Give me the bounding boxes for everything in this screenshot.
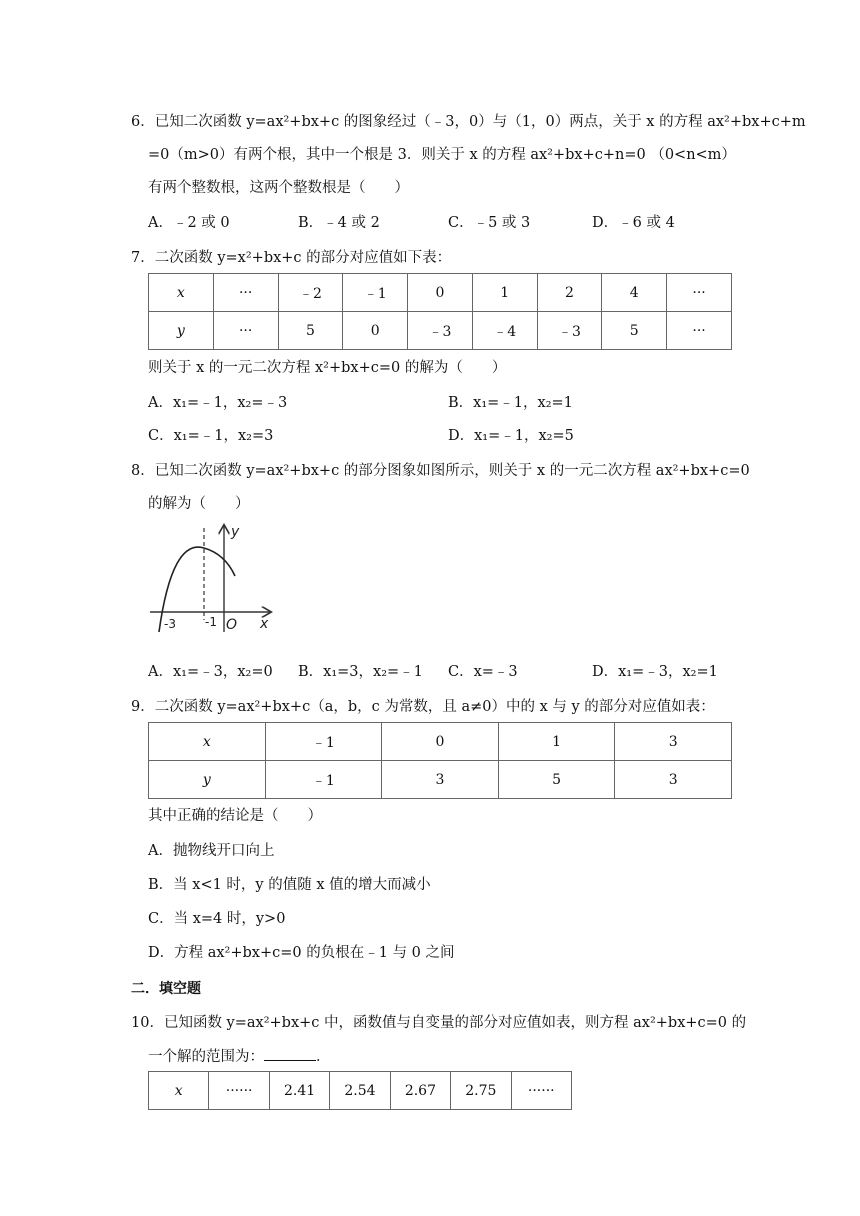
q6-option-b[interactable]: B．﹣4 或 2 xyxy=(298,215,380,231)
q6-line-1: 6．已知二次函数 y=ax²+bx+c 的图象经过（﹣3，0）与（1，0）两点，关于 x 的方程 ax²+bx+c+m xyxy=(131,114,806,130)
table-cell: 4 xyxy=(602,274,667,312)
q8-option-b[interactable]: B．x₁=3，x₂=﹣1 xyxy=(298,664,423,680)
q9-line-2: 其中正确的结论是（ ） xyxy=(148,808,322,824)
table-cell: x xyxy=(149,1072,209,1110)
graph-origin-label: O xyxy=(226,617,238,633)
table-cell: ﹣4 xyxy=(472,312,537,350)
graph-x-label: x xyxy=(260,616,269,632)
q9-table-y-row xyxy=(149,761,732,799)
table-cell: ······ xyxy=(511,1072,571,1110)
table-cell: y xyxy=(149,312,214,350)
table-cell: 2.41 xyxy=(269,1072,329,1110)
table-cell: ﹣1 xyxy=(265,723,382,761)
table-cell: ﹣1 xyxy=(265,761,382,799)
q8-parabola-graph xyxy=(146,520,276,640)
table-cell: 2 xyxy=(537,274,602,312)
table-cell: ﹣1 xyxy=(343,274,408,312)
table-cell: ﹣3 xyxy=(408,312,473,350)
table-cell: x xyxy=(149,274,214,312)
q10-line-2-text: 一个解的范围为： xyxy=(148,1049,264,1065)
q7-table xyxy=(148,273,732,350)
q9-option-a[interactable]: A．抛物线开口向上 xyxy=(148,843,275,859)
q9-line-1: 9．二次函数 y=ax²+bx+c（a，b，c 为常数，且 a≠0）中的 x 与 y 的部分对应值如表： xyxy=(131,699,715,715)
q6-line-2: =0（m>0）有两个根，其中一个根是 3．则关于 x 的方程 ax²+bx+c+n=0 （0<n<m） xyxy=(148,147,736,163)
table-cell: 1 xyxy=(472,274,537,312)
table-cell: ··· xyxy=(213,274,278,312)
table-cell: 3 xyxy=(615,761,732,799)
table-cell: 1 xyxy=(498,723,615,761)
q6-option-a[interactable]: A．﹣2 或 0 xyxy=(148,215,230,231)
q10-table-x-row xyxy=(149,1072,572,1110)
q10-answer-blank[interactable] xyxy=(264,1046,316,1061)
q9-table xyxy=(148,722,732,799)
q7-line-1: 7．二次函数 y=x²+bx+c 的部分对应值如下表： xyxy=(131,250,452,266)
q9-option-d[interactable]: D．方程 ax²+bx+c=0 的负根在﹣1 与 0 之间 xyxy=(148,945,455,961)
table-cell: x xyxy=(149,723,266,761)
graph-y-label: y xyxy=(231,524,240,540)
q8-option-c[interactable]: C．x=﹣3 xyxy=(448,664,518,680)
q7-option-d[interactable]: D．x₁=﹣1，x₂=5 xyxy=(448,428,574,444)
q6-option-d[interactable]: D．﹣6 或 4 xyxy=(592,215,675,231)
table-cell: 3 xyxy=(615,723,732,761)
q7-option-c[interactable]: C．x₁=﹣1，x₂=3 xyxy=(148,428,274,444)
q7-line-2: 则关于 x 的一元二次方程 x²+bx+c=0 的解为（ ） xyxy=(148,360,507,376)
table-cell: ······ xyxy=(209,1072,269,1110)
table-cell: 2.75 xyxy=(451,1072,511,1110)
q9-option-b[interactable]: B．当 x<1 时，y 的值随 x 值的增大而减小 xyxy=(148,877,431,893)
q7-table-x-row xyxy=(149,274,732,312)
graph-tick-neg1: -1 xyxy=(205,615,217,629)
table-cell: ··· xyxy=(667,312,732,350)
q9-option-c[interactable]: C．当 x=4 时，y>0 xyxy=(148,911,286,927)
table-cell: y xyxy=(149,761,266,799)
table-cell: 3 xyxy=(382,761,499,799)
graph-tick-neg3: -3 xyxy=(164,617,176,631)
section-title-fill-in: 二．填空题 xyxy=(131,981,201,997)
table-cell: ﹣2 xyxy=(278,274,343,312)
q6-option-c[interactable]: C．﹣5 或 3 xyxy=(448,215,531,231)
q7-option-a[interactable]: A．x₁=﹣1，x₂=﹣3 xyxy=(148,395,288,411)
q10-table xyxy=(148,1071,572,1110)
q6-line-3: 有两个整数根，这两个整数根是（ ） xyxy=(148,180,409,196)
table-cell: 0 xyxy=(408,274,473,312)
table-cell: 2.67 xyxy=(390,1072,450,1110)
table-cell: 2.54 xyxy=(330,1072,390,1110)
table-cell: 5 xyxy=(278,312,343,350)
q10-line-1: 10．已知函数 y=ax²+bx+c 中，函数值与自变量的部分对应值如表，则方程 ax²+bx+c=0 的 xyxy=(131,1015,747,1031)
table-cell: 0 xyxy=(382,723,499,761)
q8-option-d[interactable]: D．x₁=﹣3，x₂=1 xyxy=(592,664,718,680)
table-cell: ··· xyxy=(213,312,278,350)
q8-line-1: 8．已知二次函数 y=ax²+bx+c 的部分图象如图所示，则关于 x 的一元二次方程 ax²+bx+c=0 xyxy=(131,463,750,479)
q10-line-2-end: ． xyxy=(316,1049,331,1065)
table-cell: ··· xyxy=(667,274,732,312)
q10-line-2 xyxy=(148,1046,331,1067)
q9-table-x-row xyxy=(149,723,732,761)
q7-table-y-row xyxy=(149,312,732,350)
table-cell: 5 xyxy=(498,761,615,799)
q8-line-2: 的解为（ ） xyxy=(148,496,250,512)
table-cell: ﹣3 xyxy=(537,312,602,350)
q7-option-b[interactable]: B．x₁=﹣1，x₂=1 xyxy=(448,395,573,411)
table-cell: 5 xyxy=(602,312,667,350)
q8-option-a[interactable]: A．x₁=﹣3，x₂=0 xyxy=(148,664,273,680)
table-cell: 0 xyxy=(343,312,408,350)
